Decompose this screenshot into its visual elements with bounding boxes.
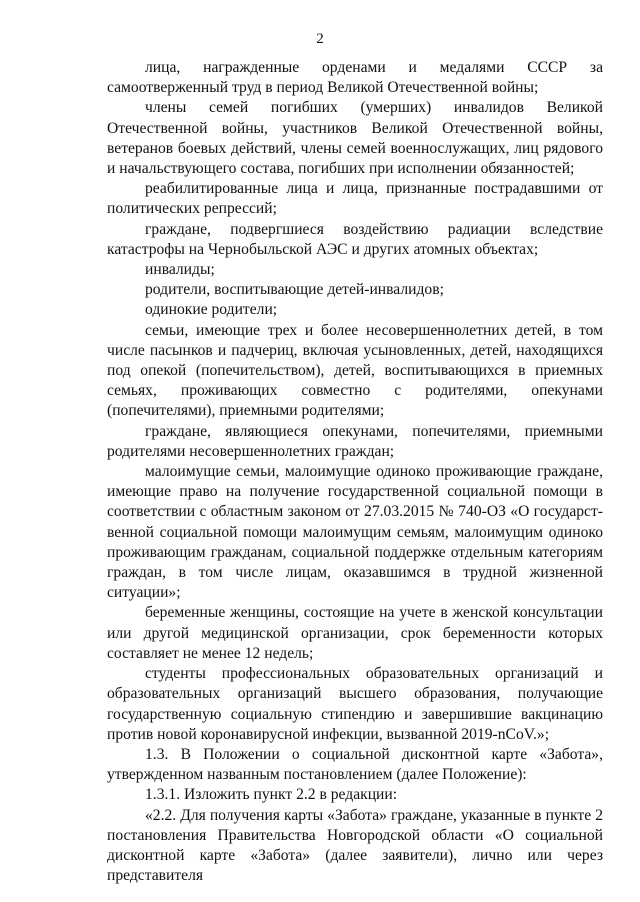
page-number: 2: [316, 31, 324, 47]
paragraph: одинокие родители;: [145, 301, 278, 319]
paragraph: реабилитированные лица и лица, признанные пострадавшими от политических репрессий;: [107, 180, 603, 218]
paragraph: 1.3. В Положении о социальной дисконтной карте «Забота», утвержденном названным постановлением (далее Положение):: [107, 745, 603, 784]
paragraph: студенты профессиональных образовательных организаций и образовательных организаций высшего образования, получающие государственную социальную стипендию и завершившие вакцинацию против новой коронавирусной инфекции, вызванной 2019-nCoV.»;: [107, 665, 603, 743]
paragraph: инвалиды;: [145, 261, 215, 279]
paragraph: граждане, являющиеся опекунами, попечителями, приемными родителями несовершеннолетних граждан;: [107, 422, 603, 460]
paragraph: семьи, имеющие трех и более несовершеннолетних детей, в том числе пасынков и падчериц, включая усыновленных, детей, находящихся под опекой (попечительством), детей, воспитывающихся в приемных семьях, проживающих совместно с родителями, опекунами (попечителями), приемными родителями;: [107, 321, 603, 420]
paragraph: члены семей погибших (умерших) инвалидов Великой Отечественной войны, участников Великой Отечественной войны, ветеранов боевых действий, члены семей военнослужащих, лиц рядового и начальствующего состава, погибших при исполнении обязанностей;: [107, 99, 603, 178]
paragraph: граждане, подвергшиеся воздействию радиации вследствие катастрофы на Чернобыльской АЭС и других атомных объектах;: [107, 220, 603, 258]
document-body: [107, 58, 603, 886]
paragraph: малоимущие семьи, малоимущие одиноко проживающие граждане, имеющие право на получение государственной социальной помощи в соответствии с областным законом от 27.03.2015 № 740-ОЗ «О государст-венной социальной помощи малоимущим семьям, малоимущим одиноко проживающим гражданам, социальной поддержке отдельным категориям граждан, в том числе лицам, оказавшимся в трудной жизненной ситуации»;: [107, 463, 603, 602]
paragraph: «2.2. Для получения карты «Забота» граждане, указанные в пункте 2 постановления Правительства Новгородской области «О социальной дисконтной карте «Забота» (далее заявители), лично или через представителя: [107, 806, 603, 885]
paragraph: лица, награжденные орденами и медалями СССР за самоотверженный труд в период Великой Отечественной войны;: [107, 59, 603, 97]
paragraph: 1.3.1. Изложить пункт 2.2 в редакции:: [145, 786, 398, 804]
paragraph: беременные женщины, состоящие на учете в женской консультации или другой медицинской организации, срок беременности которых составляет не менее 12 недель;: [107, 604, 603, 662]
paragraph: родители, воспитывающие детей-инвалидов;: [145, 281, 444, 299]
